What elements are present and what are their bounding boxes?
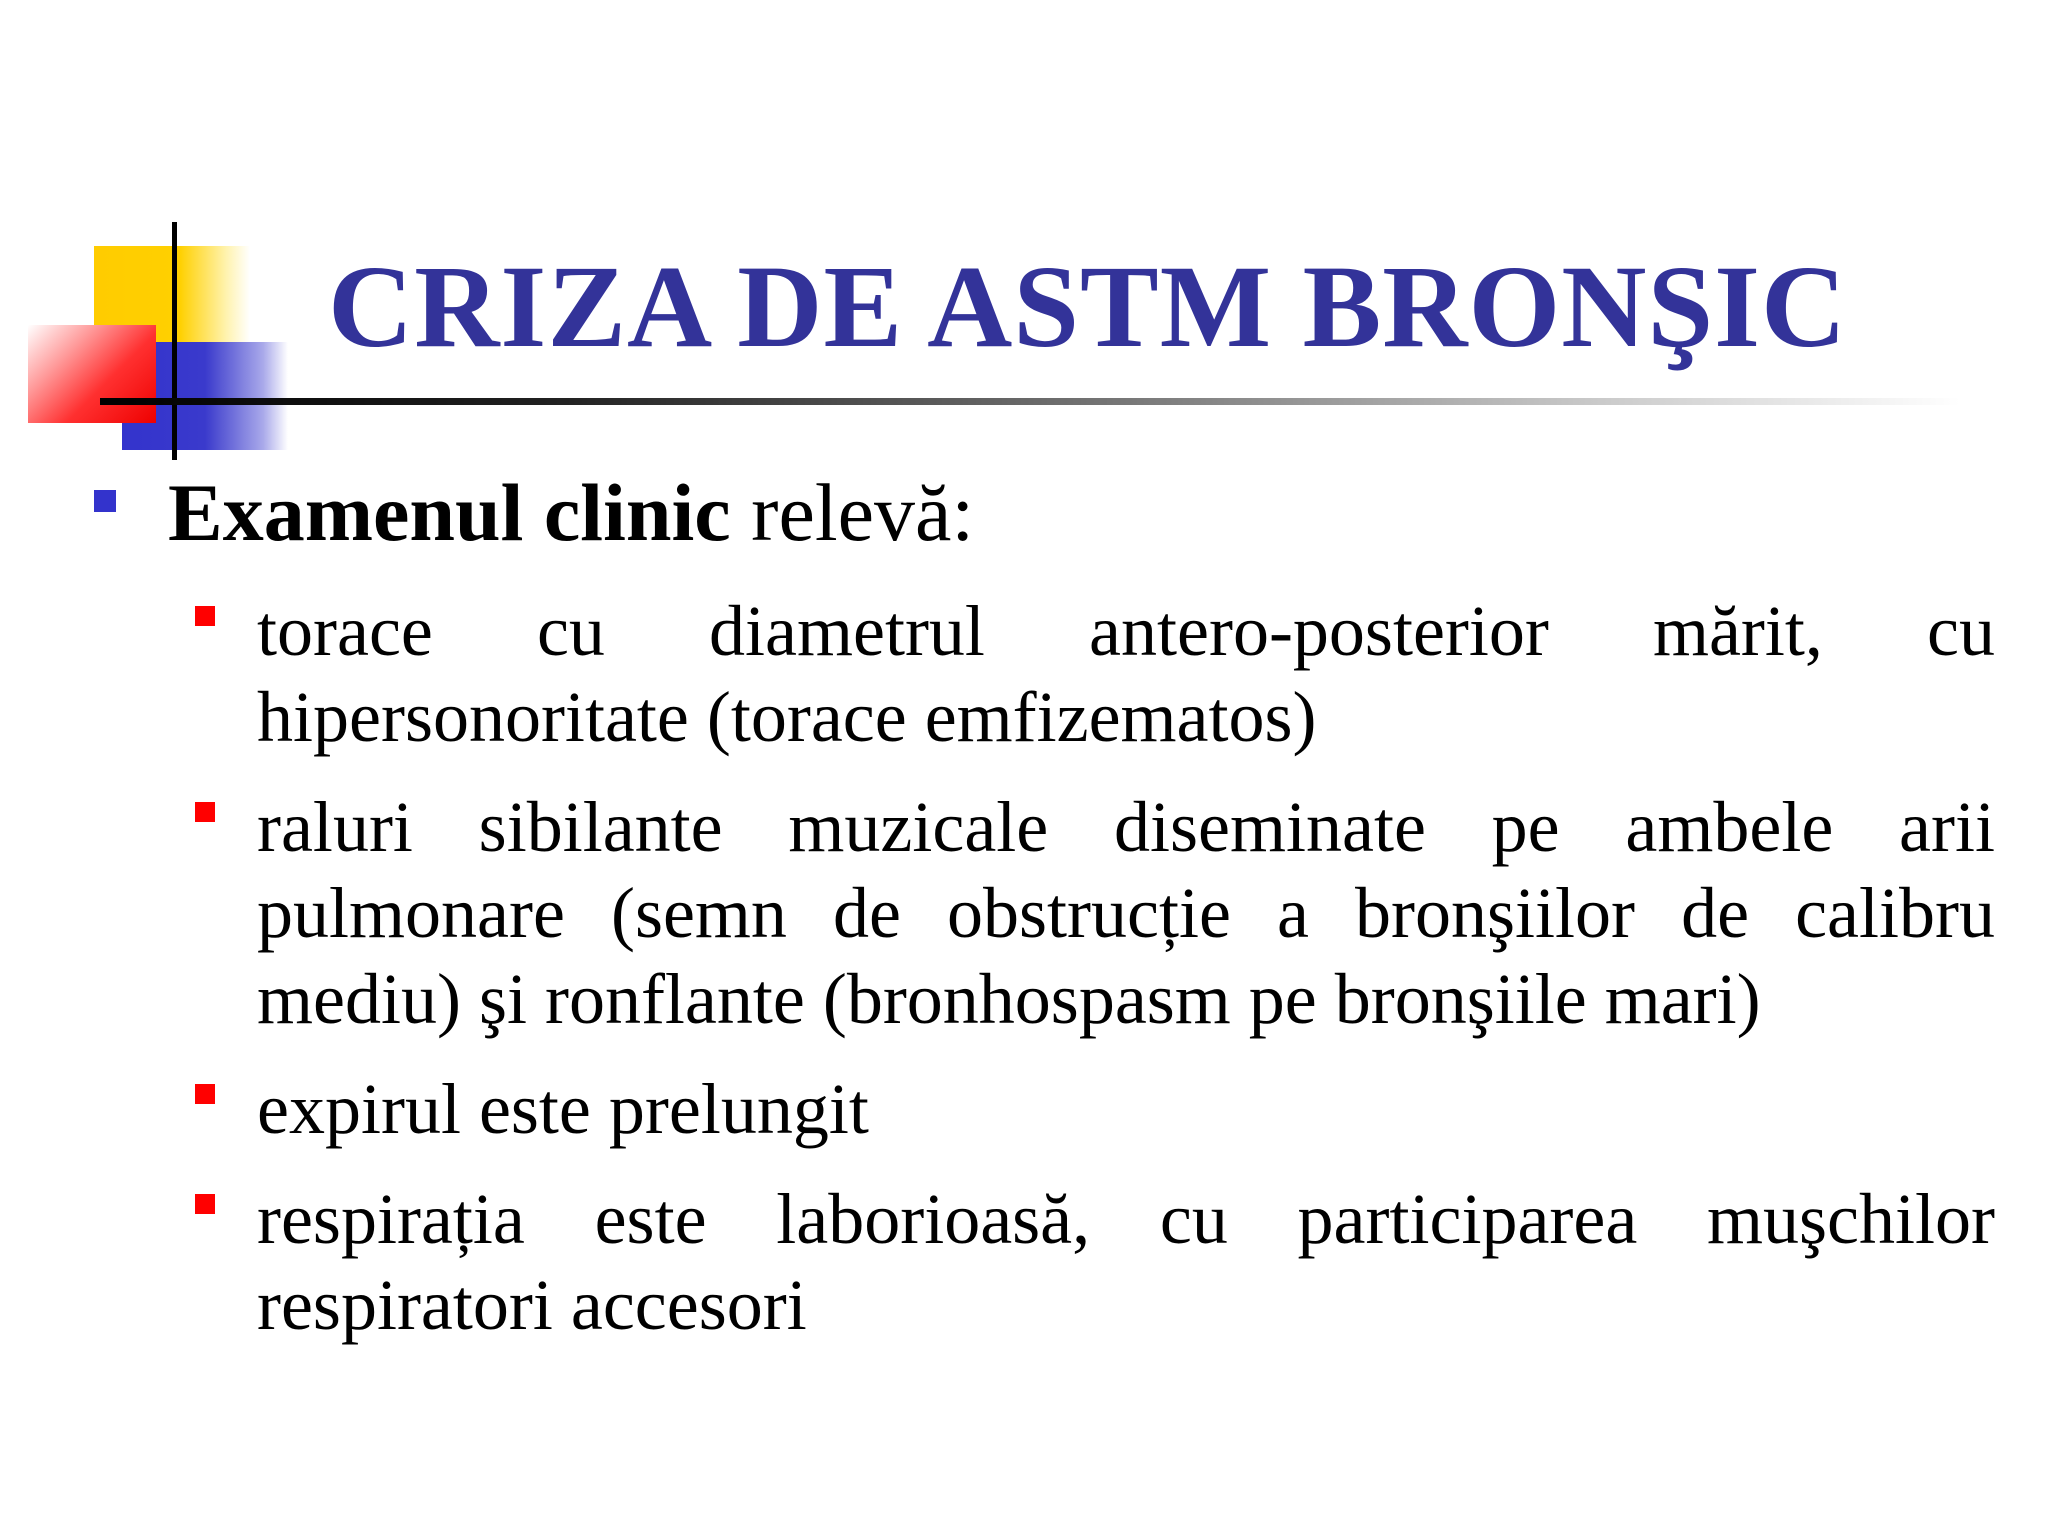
sub-point-text: raluri sibilante muzicale diseminate pe ambele arii pulmonare (semn de obstrucție a bronşiilor de calibru mediu) şi ronflante (bronhospasm pe bronşiile mari)	[257, 787, 1995, 1039]
red-square-bullet-icon	[195, 802, 215, 822]
decorative-red-square	[28, 325, 156, 423]
sub-point-text: respirația este laborioasă, cu participarea muşchilor respiratori accesori	[257, 1179, 1995, 1345]
list-item	[195, 1066, 1995, 1152]
sub-point-text: torace cu diametrul antero-posterior mărit, cu hipersonoritate (torace emfizematos)	[257, 591, 1995, 757]
main-point-bold: Examenul clinic	[168, 467, 731, 558]
list-item	[195, 784, 1995, 1042]
list-item	[195, 588, 1995, 760]
red-square-bullet-icon	[195, 1084, 215, 1104]
slide-title: CRIZA DE ASTM BRONŞIC	[328, 241, 1848, 372]
main-point-rest: relevă:	[730, 467, 975, 558]
title-underline	[100, 398, 1960, 405]
red-square-bullet-icon	[195, 606, 215, 626]
sub-point-list	[195, 588, 1995, 1372]
sub-point-text: expirul este prelungit	[257, 1069, 869, 1149]
decorative-vertical-line	[172, 222, 177, 460]
main-point	[168, 468, 974, 558]
square-bullet-icon	[94, 490, 116, 512]
list-item	[195, 1176, 1995, 1348]
red-square-bullet-icon	[195, 1194, 215, 1214]
